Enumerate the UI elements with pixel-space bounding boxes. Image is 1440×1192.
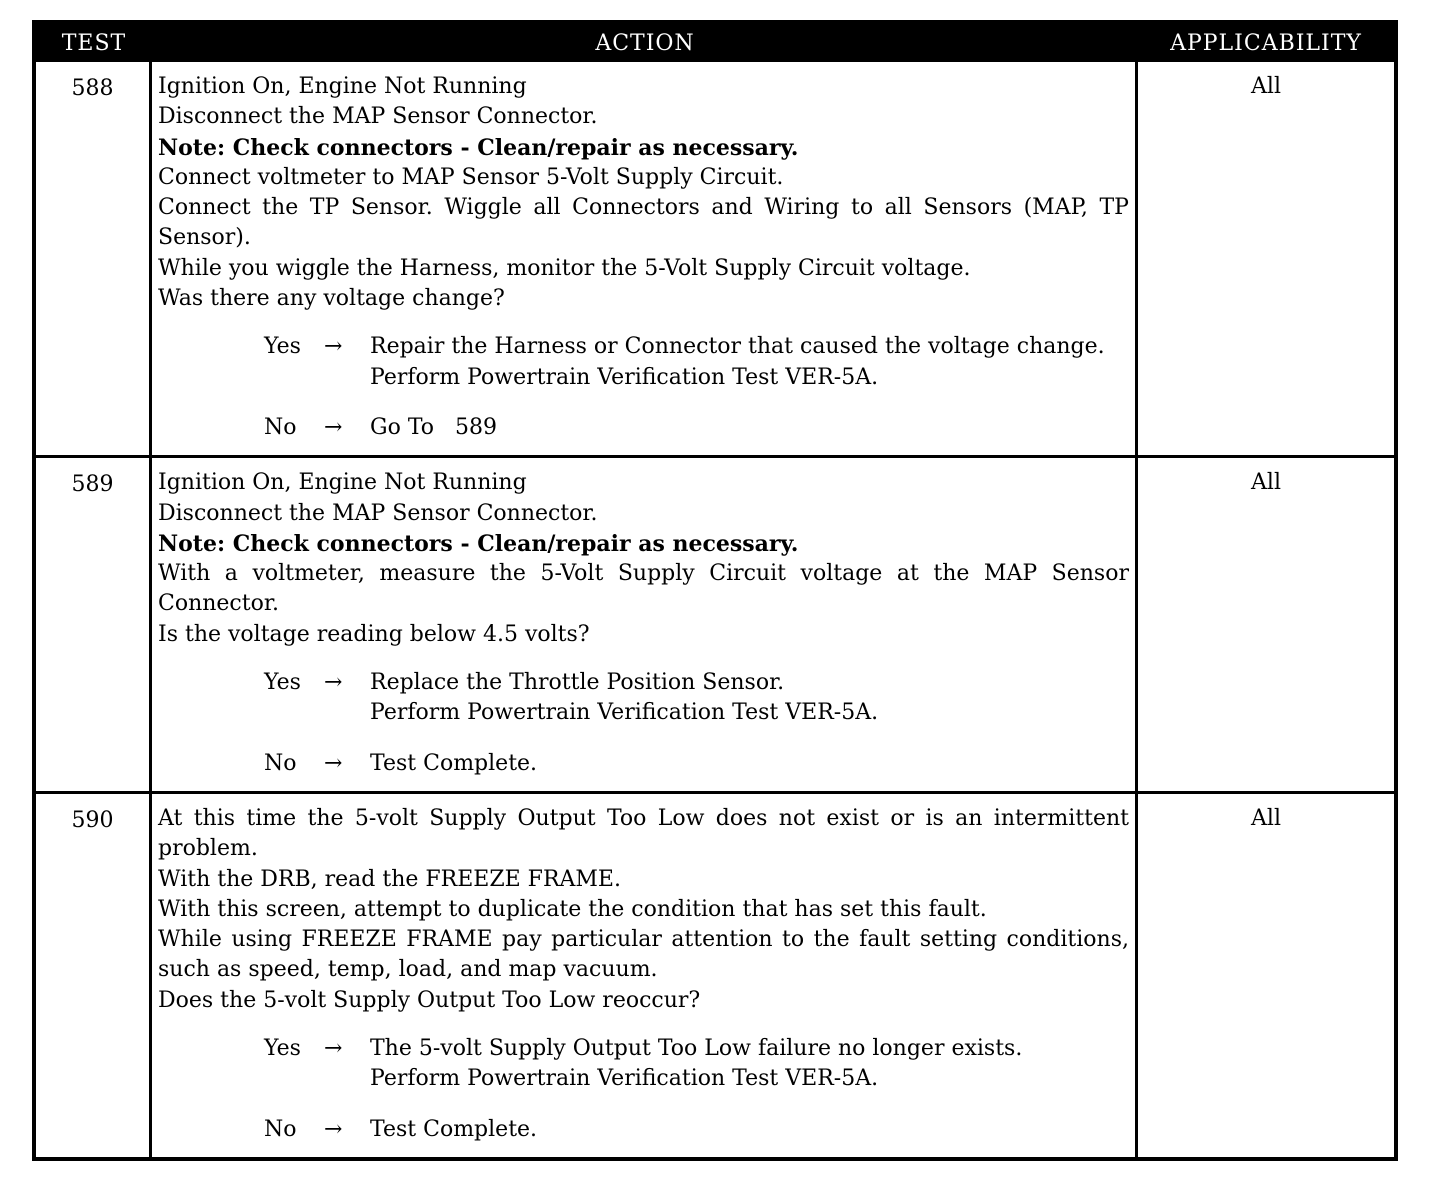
branch-outcome-line: Test Complete. (370, 1116, 538, 1142)
decision-branches (158, 668, 1129, 779)
action-note: Note: Check connectors - Clean/repair as necessary. (158, 134, 799, 161)
branch-label: No (264, 750, 297, 776)
branch-outcome-line: Replace the Throttle Position Sensor. (370, 670, 785, 696)
header-action: ACTION (595, 30, 695, 56)
branch-outcome (370, 1115, 1129, 1145)
action-step: Disconnect the MAP Sensor Connector. (158, 104, 598, 130)
right-arrow-icon: → (324, 414, 343, 440)
right-arrow-icon: → (324, 1116, 343, 1142)
applicability-cell: All (1251, 74, 1281, 99)
branch-yes (158, 668, 1129, 729)
test-number: 589 (36, 458, 152, 791)
header-applicability: APPLICABILITY (1170, 30, 1362, 56)
action-step: At this time the 5-volt Supply Output Too Low does not exist or is an intermittent problem. (158, 805, 1129, 862)
action-step: Does the 5-volt Supply Output Too Low reoccur? (158, 987, 701, 1013)
branch-yes (158, 1034, 1129, 1095)
branch-outcome-line: Perform Powertrain Verification Test VER-5A. (370, 1066, 879, 1092)
action-step: With the DRB, read the FREEZE FRAME. (158, 866, 621, 892)
right-arrow-icon: → (324, 670, 343, 696)
action-cell (152, 62, 1138, 455)
branch-outcome-line: The 5-volt Supply Output Too Low failure no longer exists. (370, 1036, 1023, 1062)
decision-branches (158, 1034, 1129, 1145)
test-number: 588 (36, 62, 152, 455)
right-arrow-icon: → (324, 1036, 343, 1062)
branch-no (158, 749, 1129, 779)
table-row (36, 791, 1394, 1157)
diagnostic-test-table (32, 20, 1398, 1161)
action-step: Disconnect the MAP Sensor Connector. (158, 500, 598, 526)
branch-no (158, 413, 1129, 443)
test-number: 590 (36, 794, 152, 1157)
branch-outcome-line: Go To 589 (370, 414, 497, 440)
applicability-cell: All (1251, 470, 1281, 496)
branch-label: No (264, 1116, 297, 1142)
action-cell (152, 458, 1138, 791)
right-arrow-icon: → (324, 334, 343, 360)
branch-outcome (370, 668, 1129, 729)
branch-label: Yes (264, 1036, 301, 1062)
branch-outcome (370, 332, 1129, 393)
branch-outcome (370, 749, 1129, 779)
right-arrow-icon: → (324, 750, 343, 776)
action-step: Ignition On, Engine Not Running (158, 470, 527, 496)
branch-yes (158, 332, 1129, 393)
branch-outcome (370, 413, 1129, 443)
action-note: Note: Check connectors - Clean/repair as necessary. (158, 530, 799, 557)
action-cell (152, 794, 1138, 1157)
branch-outcome-line: Test Complete. (370, 750, 538, 776)
decision-branches (158, 332, 1129, 443)
branch-label: Yes (264, 670, 301, 696)
table-row (36, 455, 1394, 791)
action-step: Is the voltage reading below 4.5 volts? (158, 621, 590, 647)
action-step: Connect the TP Sensor. Wiggle all Connectors and Wiring to all Sensors (MAP, TP Sensor). (158, 195, 1129, 251)
action-step: Was there any voltage change? (158, 286, 505, 312)
action-step: While you wiggle the Harness, monitor the 5-Volt Supply Circuit voltage. (158, 255, 971, 281)
action-step: With a voltmeter, measure the 5-Volt Supply Circuit voltage at the MAP Sensor Connector. (158, 561, 1129, 617)
branch-label: Yes (264, 334, 301, 360)
branch-no (158, 1115, 1129, 1145)
action-step: With this screen, attempt to duplicate the condition that has set this fault. (158, 896, 987, 922)
branch-outcome-line: Repair the Harness or Connector that caused the voltage change. (370, 334, 1105, 360)
branch-outcome (370, 1034, 1129, 1095)
table-header (36, 24, 1394, 62)
branch-label: No (264, 414, 297, 440)
branch-outcome-line: Perform Powertrain Verification Test VER-5A. (370, 364, 879, 390)
applicability-cell: All (1251, 805, 1281, 831)
action-step: Ignition On, Engine Not Running (158, 74, 527, 99)
action-step: While using FREEZE FRAME pay particular attention to the fault setting conditions, such as speed, temp, load, and map vacuum. (158, 927, 1129, 983)
table-body (36, 62, 1394, 1157)
header-test: TEST (61, 30, 127, 56)
action-step: Connect voltmeter to MAP Sensor 5-Volt Supply Circuit. (158, 164, 784, 190)
branch-outcome-line: Perform Powertrain Verification Test VER-5A. (370, 700, 879, 726)
table-row (36, 62, 1394, 455)
